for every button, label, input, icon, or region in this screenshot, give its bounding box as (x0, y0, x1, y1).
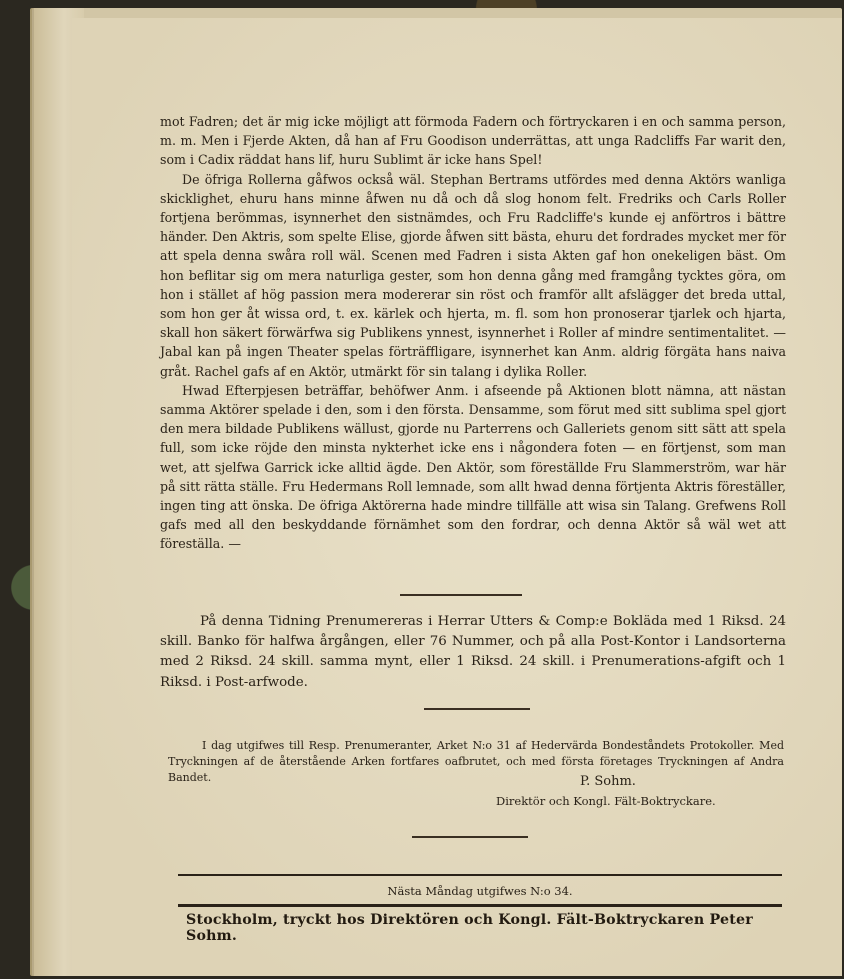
section-divider (412, 836, 528, 838)
review-paragraph-3: Hwad Efterpjesen beträffar, behöfwer Anm. i afseende på Aktionen blott nämna, att nästan samma Aktörer spelade i den, som i den första. Densamme, som förut med sitt sublima spel gjort den mera bildade Publikens wällust, gjorde nu Parterrens och Galleriets genom sitt sätt att spela full, som icke röjde den minsta nykterhet icke ens i någondera foten — en förtjenst, som man wet, att sjelfwa Garrick icke alltid ägde. Den Aktör, som föreställde Fru Slammerström, war här på sitt rätta ställe. Fru Hedermans Roll lemnade, som allt hwad denna förtjenta Aktris föreställer, ingen ting att önska. De öfriga Aktörerna hade mindre tillfälle att wisa sin Talang. Grefwens Roll gafs med all den beskyddande förnämhet som den fordrar, och denna Aktör så wäl wet att föreställa. — (160, 382, 786, 552)
review-paragraph-2: De öfriga Rollerna gåfwos också wäl. Stephan Bertrams utfördes med denna Aktörs wanliga skicklighet, ehuru hans minne åfwen nu då och då slog honom felt. Fredriks och Carls Roller fortjena berömmas, isynnerhet den sistnämdes, och Fru Radcliffe's kunde ej anförtros i bättre händer. Den Aktris, som spelte Elise, gjorde åfwen sitt bästa, ehuru det fordrades mycket mer för att spela denna swåra roll wäl. Scenen med Fadren i sista Akten gaf hon onekeligen bäst. Om hon beflitar sig om mera naturliga gester, som hon denna gång med framgång tycktes göra, om hon i stället af hög passion mera modererar sin röst och framför allt afslägger det breda uttal, som hon ger åt wissa ord, t. ex. kärlek och hjerta, m. fl. som hon pronoserar tjarlek och hjarta, skall hon säkert förwärfwa sig Publikens ynnest, isynnerhet i Roller af mindre sentimentalitet. — Jabal kan på ingen Theater spelas förträffligare, isynnerhet kan Anm. aldrig förgäta hans naiva gråt. Rachel gafs af en Aktör, utmärkt för sin talang i dylika Roller. (160, 171, 786, 379)
section-divider (424, 708, 530, 710)
section-divider (400, 594, 522, 596)
next-issue-line: Nästa Måndag utgifwes N:o 34. (387, 884, 573, 898)
protocol-notice: I dag utgifwes till Resp. Prenumeranter, Arket N:o 31 af Hedervärda Bondeståndets Protokoller. Med Tryckningen af de återstående Arken fortfares oafbrutet, och med första företages Tryckningen af Andra Bandet. (168, 739, 784, 784)
signature-title: Direktör och Kongl. Fält-Boktryckare. (496, 794, 716, 808)
review-text (160, 112, 786, 554)
printer-imprint: Stockholm, tryckt hos Direktören och Kongl. Fält-Boktryckaren Peter Sohm. (186, 912, 753, 944)
subscription-notice: På denna Tidning Prenumereras i Herrar Utters & Comp:e Bokläda med 1 Riksd. 24 skill. Banko för halfwa årgången, eller 76 Nummer, och på alla Post-Kontor i Landsorterna med 2 Riksd. 24 skill. samma mynt, eller 1 Riksd. 24 skill. i Prenumerations-afgift och 1 Riksd. i Post-arfwode. (160, 614, 786, 690)
footer-rule-top (178, 874, 782, 876)
signature-name: P. Sohm. (580, 774, 636, 789)
footer-rule-bottom (178, 904, 782, 907)
review-paragraph-1: mot Fadren; det är mig icke möjligt att förmoda Fadern och förtryckaren i en och samma person, m. m. Men i Fjerde Akten, då han af Fru Goodison underrättas, att unga Radcliffs Far warit den, som i Cadix räddat hans lif, huru Sublimt är icke hans Spel! (160, 114, 786, 168)
